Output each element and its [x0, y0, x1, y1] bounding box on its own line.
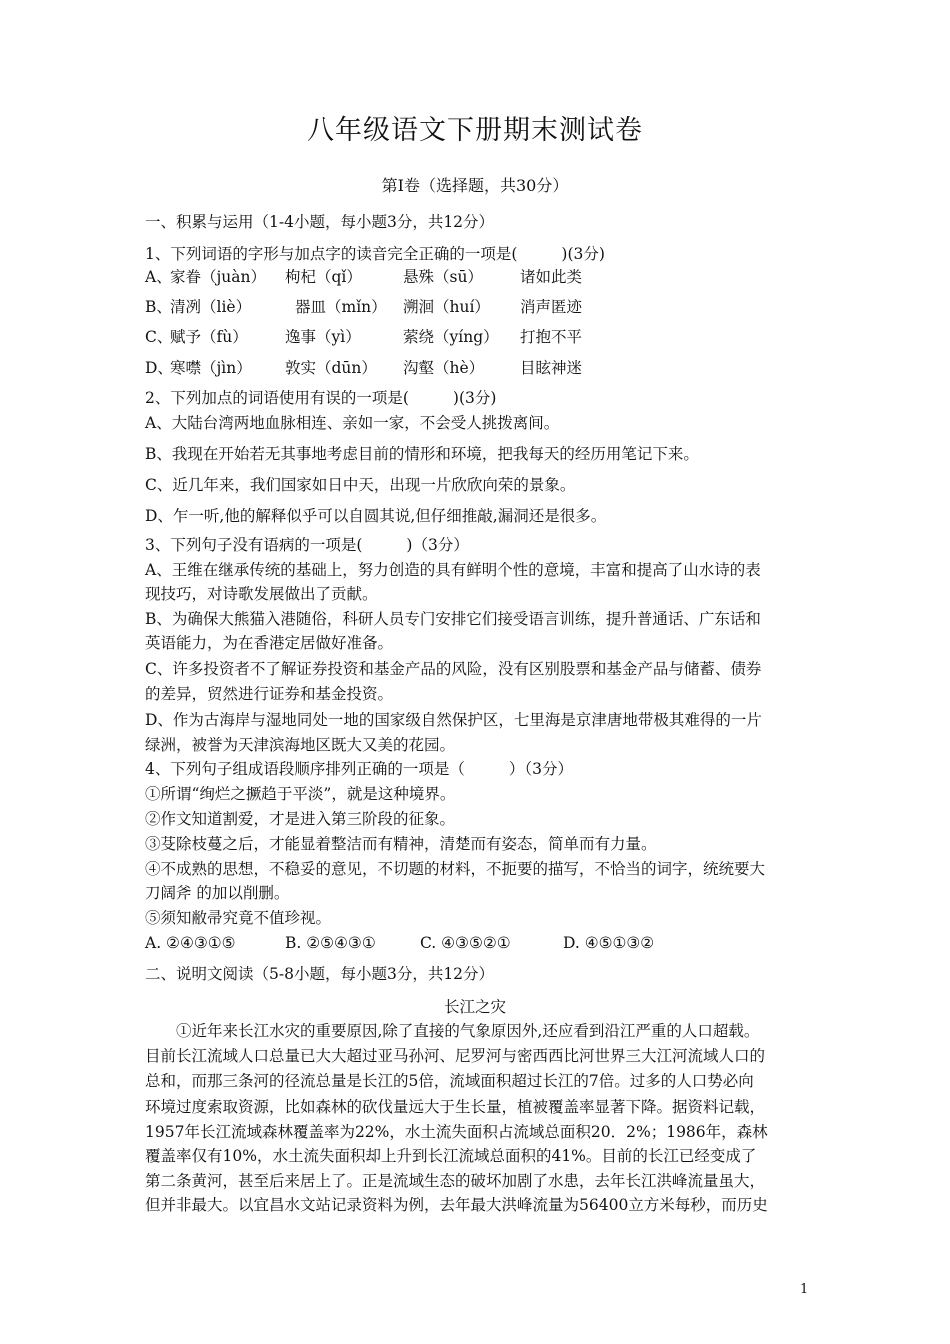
- option-word: 家眷（juàn）: [170, 268, 267, 286]
- option-text: C、许多投资者不了解证券投资和基金产品的风险，没有区别股票和基金产品与储蓄、债券: [145, 660, 762, 678]
- option-word: 器皿（mǐn）: [295, 298, 387, 316]
- sentence: 刀阔斧 的加以削删。: [145, 884, 290, 902]
- option-text: 绿洲，被誉为天津滨海地区既大又美的花园。: [145, 736, 456, 754]
- choice-a: A. ②④③①⑤: [145, 934, 236, 952]
- option-word: 敦实（dūn）: [285, 359, 377, 377]
- sentence: ③芟除枝蔓之后，才能显着整洁而有精神，清楚而有姿态，简单而有力量。: [145, 835, 657, 853]
- choice-b: B. ②⑤④③①: [285, 934, 376, 952]
- option-word: 寒噤（jìn）: [170, 359, 252, 377]
- question-stem: 1、下列词语的字形与加点字的读音完全正确的一项是( )(3分): [145, 245, 605, 263]
- option-row: [145, 357, 805, 379]
- option-text: D、乍一听,他的解释似乎可以自圆其说,但仔细推敲,漏洞还是很多。: [145, 507, 607, 525]
- option-word: 悬殊（sū）: [403, 268, 483, 286]
- passage-line: 目前长江流域人口总量已大大超过亚马孙河、尼罗河与密西西比河世界三大江河流域人口的: [145, 1047, 766, 1065]
- option-word: 目眩神迷: [520, 359, 583, 377]
- option-label: D、: [145, 359, 173, 377]
- option-text: 现技巧，对诗歌发展做出了贡献。: [145, 585, 378, 603]
- question-stem: 4、下列句子组成语段顺序排列正确的一项是（ ）（3分）: [145, 760, 573, 778]
- option-label: B、: [145, 298, 172, 316]
- sentence: ①所谓“绚烂之撅趋于平淡”，就是这种境界。: [145, 785, 456, 803]
- page-title: 八年级语文下册期末测试卷: [307, 115, 643, 146]
- option-text: B、我现在开始若无其事地考虑目前的情形和环境，把我每天的经历用笔记下来。: [145, 445, 699, 463]
- option-text: 的差异，贸然进行证券和基金投资。: [145, 685, 394, 703]
- passage-line: 但并非最大。以宜昌水文站记录资料为例，去年最大洪峰流量为56400立方米每秒，而历史: [145, 1196, 768, 1214]
- question-stem: 3、下列句子没有语病的一项是( )（3分）: [145, 536, 469, 554]
- sentence: ⑤须知敝帚究竟不值珍视。: [145, 909, 332, 927]
- passage-line: 总和，而那三条河的径流总量是长江的5倍，流域面积超过长江的7倍。过多的人口势必向: [145, 1072, 754, 1090]
- option-row: [145, 266, 805, 288]
- choice-d: D. ④⑤①③②: [563, 934, 655, 952]
- sentence: ②作文知道割爱，才是进入第三阶段的征象。: [145, 810, 456, 828]
- option-label: A、: [145, 268, 172, 286]
- passage-line: 第二条黄河，甚至后来居上了。正是流域生态的破坏加剧了水患，去年长江洪峰流量虽大，: [145, 1172, 766, 1190]
- passage-line: ①近年来长江水灾的重要原因,除了直接的气象原因外,还应看到沿江严重的人口超载。: [176, 1022, 760, 1040]
- option-word: 赋予（fù）: [170, 328, 248, 346]
- option-text: B、为确保大熊猫入港随俗，科研人员专门安排它们接受语言训练，提升普通话、广东话和: [145, 610, 761, 628]
- answer-choices: [145, 932, 805, 954]
- option-word: 溯洄（huí）: [403, 298, 490, 316]
- sentence: ④不成熟的思想，不稳妥的意见，不切题的材料，不扼要的描写，不恰当的词字，统统要大: [145, 860, 766, 878]
- section-heading: 二、说明文阅读（5-8小题，每小题3分，共12分）: [145, 965, 495, 983]
- question-stem: 2、下列加点的词语使用有误的一项是( )(3分): [145, 389, 497, 407]
- part-subtitle: 第Ⅰ卷（选择题，共30分）: [381, 176, 569, 195]
- passage-line: 环境过度索取资源，比如森林的砍伐量远大于生长量，植被覆盖率显著下降。据资料记载，: [145, 1098, 766, 1116]
- section-heading: 一、积累与运用（1-4小题，每小题3分，共12分）: [145, 213, 495, 231]
- option-label: C、: [145, 328, 173, 346]
- option-text: A、大陆台湾两地血脉相连、亲如一家，不会受人挑拨离间。: [145, 414, 560, 432]
- passage-line: 覆盖率仅有10%，水土流失面积却上升到长江流域总面积的41%。目前的长江已经变成了: [145, 1147, 757, 1165]
- choice-c: C. ④③⑤②①: [420, 934, 511, 952]
- option-word: 逸事（yì）: [285, 328, 361, 346]
- option-word: 沟壑（hè）: [403, 359, 485, 377]
- option-word: 清冽（liè）: [170, 298, 252, 316]
- option-row: [145, 296, 805, 318]
- passage-line: 1957年长江流域森林覆盖率为22%，水土流失面积占流域总面积20．2%；1986年，森林: [145, 1123, 768, 1141]
- option-word: 萦绕（yíng）: [403, 328, 499, 346]
- page-number: 1: [800, 1282, 809, 1297]
- option-text: 英语能力，为在香港定居做好准备。: [145, 634, 394, 652]
- option-text: D、作为古海岸与湿地同处一地的国家级自然保护区，七里海是京津唐地带极其难得的一片: [145, 711, 762, 729]
- option-word: 枸杞（qǐ）: [285, 268, 362, 286]
- option-word: 打抱不平: [520, 328, 583, 346]
- passage-title: 长江之灾: [443, 998, 506, 1016]
- option-word: 消声匿迹: [520, 298, 583, 316]
- option-word: 诸如此类: [520, 268, 583, 286]
- option-text: A、王维在继承传统的基础上，努力创造的具有鲜明个性的意境，丰富和提高了山水诗的表: [145, 561, 761, 579]
- option-row: [145, 326, 805, 348]
- option-text: C、近几年来，我们国家如日中天，出现一片欣欣向荣的景象。: [145, 476, 576, 494]
